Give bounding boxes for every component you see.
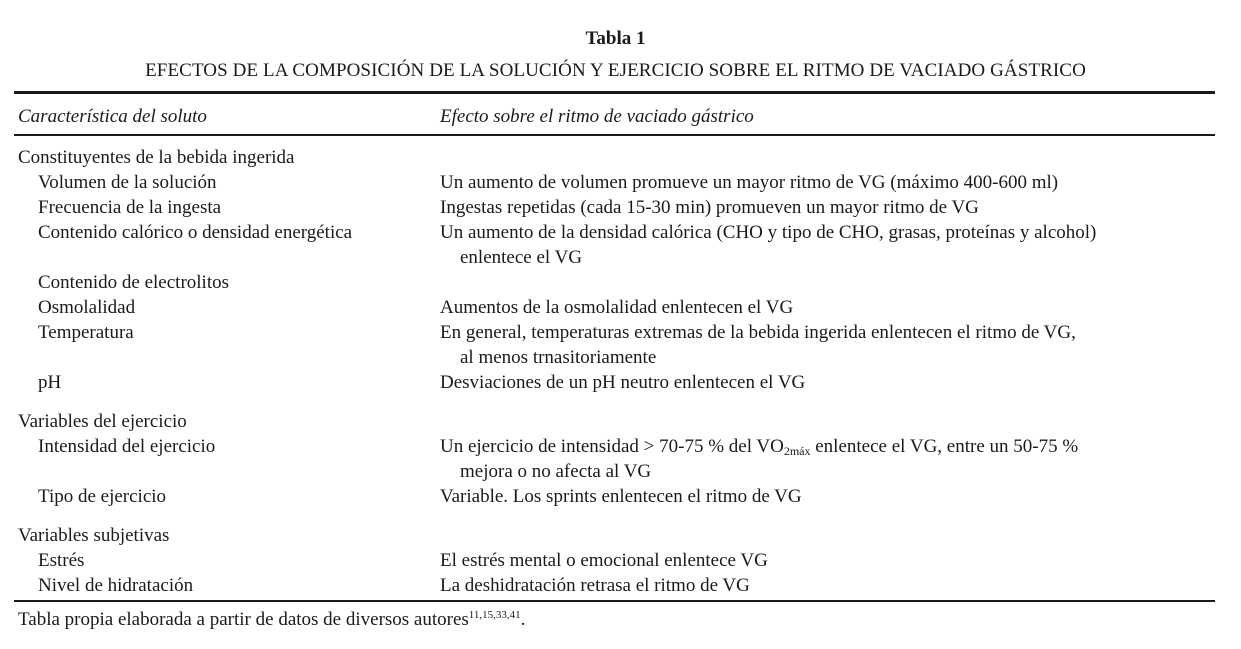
table-subtitle: EFECTOS DE LA COMPOSICIÓN DE LA SOLUCIÓN Y EJERCICIO SOBRE EL RITMO DE VACIADO GÁSTRICO <box>145 60 1086 81</box>
row-effect-line2: al menos trnasitoriamente <box>460 347 657 368</box>
footnote-text: Tabla propia elaborada a partir de datos de diversos autores <box>18 609 469 630</box>
header-cell-characteristic: Característica del soluto <box>18 106 207 127</box>
group-row-subjetivas <box>0 523 1241 548</box>
row-label: Osmolalidad <box>38 297 136 318</box>
table-footnote <box>18 608 525 632</box>
table-row <box>0 320 1241 370</box>
header-rule <box>14 134 1215 136</box>
row-effect-pre: Un ejercicio de intensidad > 70-75 % del VO <box>440 436 784 457</box>
row-label: Contenido calórico o densidad energética <box>38 222 353 243</box>
table-row <box>0 170 1241 195</box>
row-effect-line2: mejora o no afecta al VG <box>460 461 652 482</box>
row-effect: Desviaciones de un pH neutro enlentecen el VG <box>440 372 806 393</box>
vo2max-subscript: 2máx <box>783 444 811 458</box>
table-row <box>0 295 1241 320</box>
group-spacer <box>0 509 1241 523</box>
row-effect: Un aumento de volumen promueve un mayor ritmo de VG (máximo 400-600 ml) <box>440 172 1059 193</box>
row-label: Temperatura <box>38 322 134 343</box>
table-row <box>0 484 1241 509</box>
table-row <box>0 270 1241 295</box>
row-label: Estrés <box>38 550 85 571</box>
footnote-refs: 11,15,33,41 <box>468 609 521 621</box>
row-effect-line1: Un aumento de la densidad calórica (CHO y tipo de CHO, grasas, proteínas y alcohol) <box>440 222 1097 243</box>
table-body <box>0 145 1241 598</box>
row-effect: Variable. Los sprints enlentecen el ritmo de VG <box>440 486 802 507</box>
table-row <box>0 548 1241 573</box>
row-effect-line1 <box>440 436 1078 457</box>
row-effect <box>440 220 1200 270</box>
table-row <box>0 220 1241 270</box>
row-label: Volumen de la solución <box>38 172 217 193</box>
table-row <box>0 195 1241 220</box>
row-label: Intensidad del ejercicio <box>38 436 216 457</box>
row-effect: Ingestas repetidas (cada 15-30 min) promueven un mayor ritmo de VG <box>440 197 979 218</box>
row-effect <box>440 320 1200 370</box>
footnote-end: . <box>520 609 526 630</box>
table-title: Tabla 1 <box>585 28 646 49</box>
bottom-rule <box>14 600 1215 602</box>
table-row <box>0 434 1241 484</box>
row-effect-line1: En general, temperaturas extremas de la bebida ingerida enlentecen el ritmo de VG, <box>440 322 1076 343</box>
table-row <box>0 370 1241 395</box>
row-label: Contenido de electrolitos <box>38 272 230 293</box>
group-label: Variables subjetivas <box>18 525 170 546</box>
group-spacer <box>0 395 1241 409</box>
row-effect-line2: enlentece el VG <box>460 247 583 268</box>
table-row <box>0 573 1241 598</box>
group-label: Constituyentes de la bebida ingerida <box>18 147 295 168</box>
row-effect-post: enlentece el VG, entre un 50-75 % <box>810 436 1079 457</box>
row-effect <box>440 434 1200 484</box>
row-label: Frecuencia de la ingesta <box>38 197 222 218</box>
group-row-ejercicio <box>0 409 1241 434</box>
group-label: Variables del ejercicio <box>18 411 187 432</box>
group-row-bebida <box>0 145 1241 170</box>
row-label: Tipo de ejercicio <box>38 486 167 507</box>
row-label: pH <box>38 372 62 393</box>
header-cell-effect: Efecto sobre el ritmo de vaciado gástrico <box>440 106 754 127</box>
row-effect: Aumentos de la osmolalidad enlentecen el VG <box>440 297 794 318</box>
row-effect: El estrés mental o emocional enlentece VG <box>440 550 768 571</box>
row-label: Nivel de hidratación <box>38 575 194 596</box>
row-effect: La deshidratación retrasa el ritmo de VG <box>440 575 750 596</box>
top-rule <box>14 91 1215 94</box>
